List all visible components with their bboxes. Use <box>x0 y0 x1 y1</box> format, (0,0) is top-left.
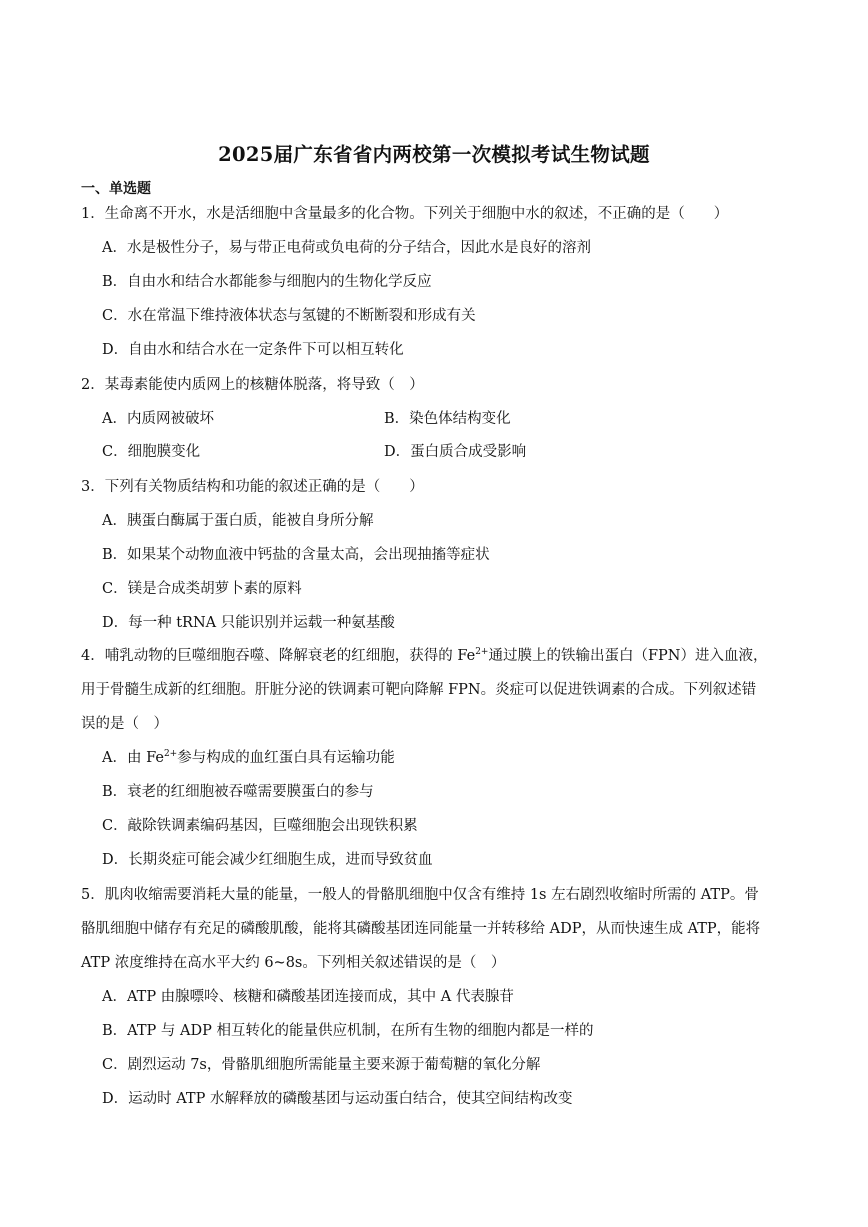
question-4-stem-post: 通过膜上的铁输出蛋白（FPN）进入血液， <box>488 648 768 664</box>
page-title: 2025届广东省省内两校第一次模拟考试生物试题 <box>218 143 650 166</box>
question-4-superscript: 2+ <box>475 647 489 657</box>
question-5-option-b: B．ATP 与 ADP 相互转化的能量供应机制，在所有生物的细胞内都是一样的 <box>102 1023 594 1039</box>
question-4-option-a <box>102 748 395 768</box>
question-5-stem-line-3: ATP 浓度维持在高水平大约 6~8s。下列相关叙述错误的是（ ） <box>81 955 506 971</box>
question-2-option-d: D．蛋白质合成受影响 <box>384 444 527 460</box>
question-5-option-a: A．ATP 由腺嘌呤、核糖和磷酸基团连接而成，其中 A 代表腺苷 <box>102 989 514 1005</box>
question-1-stem: 1．生命离不开水，水是活细胞中含量最多的化合物。下列关于细胞中水的叙述，不正确的是（ ） <box>81 206 729 222</box>
question-4-stem-line-2: 用于骨髓生成新的红细胞。肝脏分泌的铁调素可靶向降解 FPN。炎症可以促进铁调素的合成。下列叙述错 <box>81 682 757 698</box>
question-1-option-b: B．自由水和结合水都能参与细胞内的生物化学反应 <box>102 274 432 290</box>
question-2-option-c: C．细胞膜变化 <box>102 444 201 460</box>
question-5-option-d: D．运动时 ATP 水解释放的磷酸基团与运动蛋白结合，使其空间结构改变 <box>102 1091 573 1107</box>
question-5-stem-line-1: 5．肌肉收缩需要消耗大量的能量，一般人的骨骼肌细胞中仅含有维持 1s 左右剧烈收缩时所需的 ATP。骨 <box>81 887 759 903</box>
question-5-option-c: C．剧烈运动 7s，骨骼肌细胞所需能量主要来源于葡萄糖的氧化分解 <box>102 1057 541 1073</box>
question-2-option-b: B．染色体结构变化 <box>384 411 511 427</box>
question-4-stem-line-1 <box>81 646 767 666</box>
question-2-option-a: A．内质网被破坏 <box>102 411 214 427</box>
question-4-option-a-post: 参与构成的血红蛋白具有运输功能 <box>177 750 395 766</box>
question-4-option-c: C．敲除铁调素编码基因，巨噬细胞会出现铁积累 <box>102 818 418 834</box>
question-4-option-d: D．长期炎症可能会减少红细胞生成，进而导致贫血 <box>102 852 433 868</box>
question-3-option-b: B．如果某个动物血液中钙盐的含量太高，会出现抽搐等症状 <box>102 547 490 563</box>
question-3-option-c: C．镁是合成类胡萝卜素的原料 <box>102 581 302 597</box>
question-3-stem: 3．下列有关物质结构和功能的叙述正确的是（ ） <box>81 479 424 495</box>
question-3-option-a: A．胰蛋白酶属于蛋白质，能被自身所分解 <box>102 513 374 529</box>
question-4-stem-pre: 4．哺乳动物的巨噬细胞吞噬、降解衰老的红细胞，获得的 Fe <box>81 648 476 664</box>
question-4-option-b: B．衰老的红细胞被吞噬需要膜蛋白的参与 <box>102 784 374 800</box>
question-3-option-d: D．每一种 tRNA 只能识别并运载一种氨基酸 <box>102 615 395 631</box>
question-1-option-a: A．水是极性分子，易与带正电荷或负电荷的分子结合，因此水是良好的溶剂 <box>102 240 591 256</box>
question-4-option-a-pre: A．由 Fe <box>102 750 164 766</box>
question-4-stem-line-3: 误的是（ ） <box>81 716 168 732</box>
section-heading: 一、单选题 <box>81 181 151 197</box>
question-4-option-a-superscript: 2+ <box>163 749 178 759</box>
question-5-stem-line-2: 骼肌细胞中储存有充足的磷酸肌酸，能将其磷酸基团连同能量一并转移给 ADP，从而快速生成 ATP，能将 <box>81 921 761 937</box>
question-1-option-c: C．水在常温下维持液体状态与氢键的不断断裂和形成有关 <box>102 308 476 324</box>
question-1-option-d: D．自由水和结合水在一定条件下可以相互转化 <box>102 342 404 358</box>
question-2-stem: 2．某毒素能使内质网上的核糖体脱落，将导致（ ） <box>81 377 424 393</box>
